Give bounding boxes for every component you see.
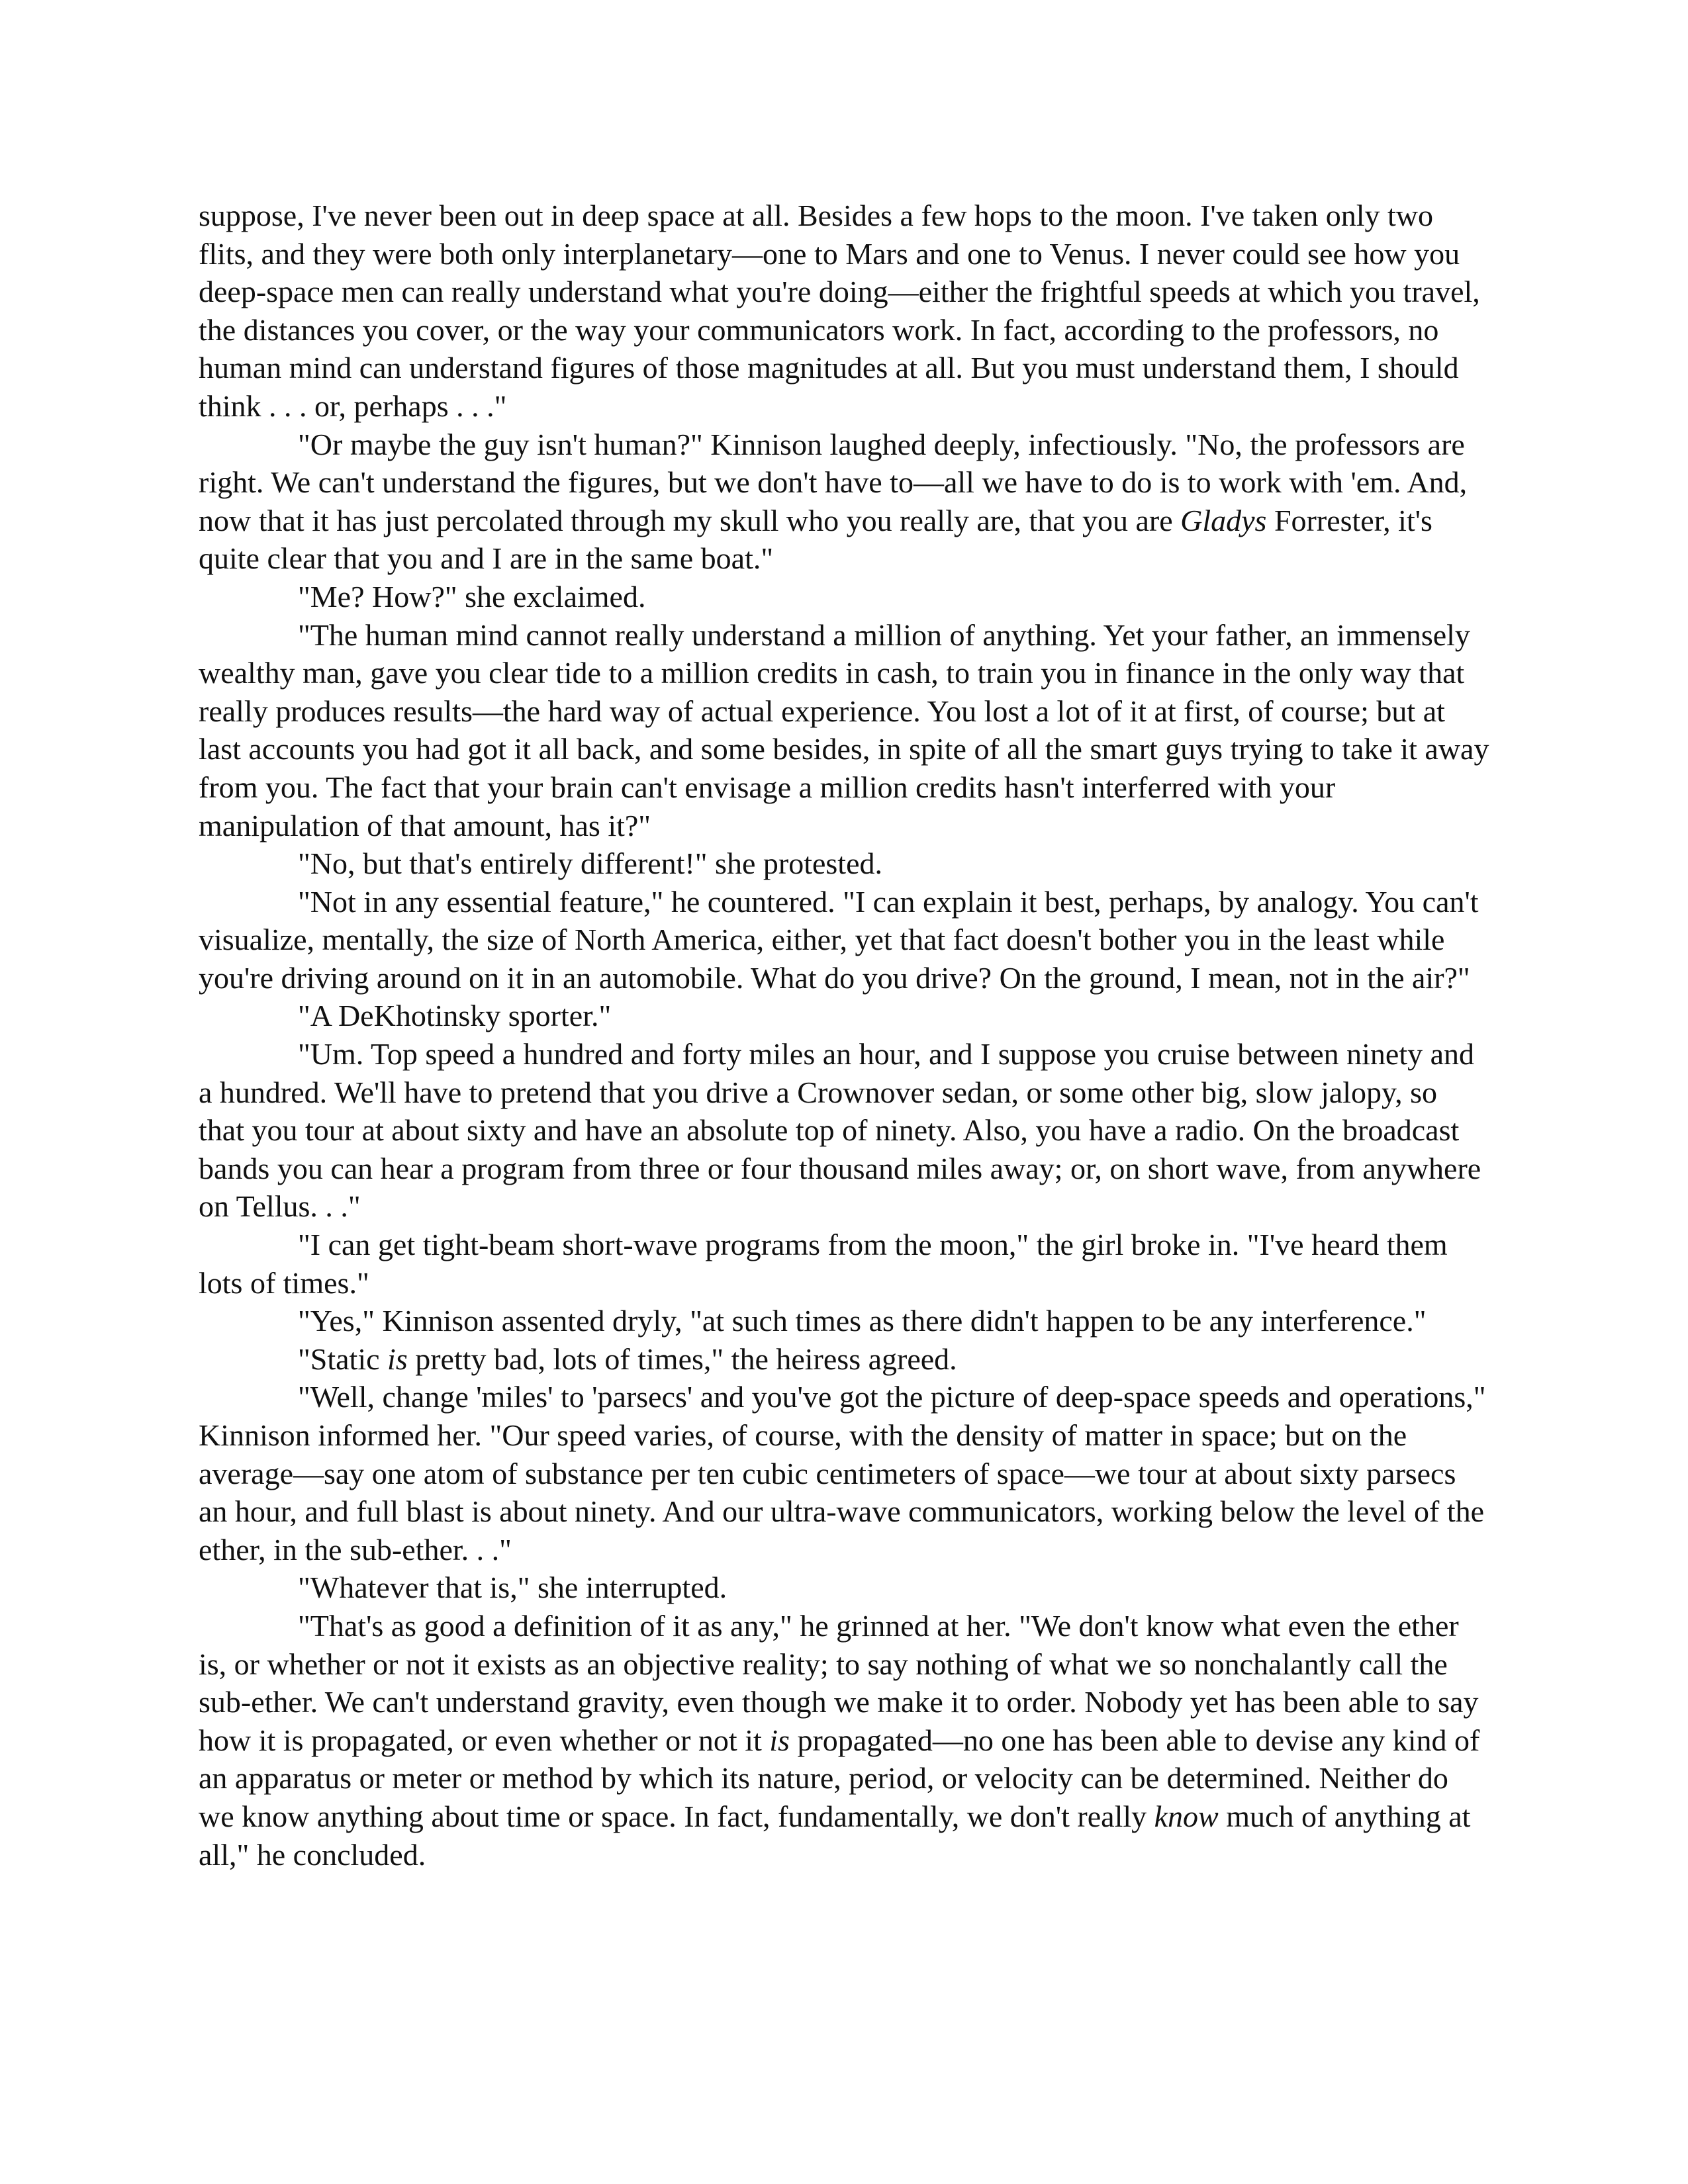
- paragraph-text: "Whatever that is," she interrupted.: [298, 1570, 727, 1605]
- italic-text: is: [769, 1723, 790, 1757]
- paragraph: [199, 426, 1489, 578]
- paragraph: [199, 1607, 1489, 1874]
- paragraph-text: "Static: [298, 1342, 388, 1376]
- paragraph: [199, 616, 1497, 845]
- paragraph: [199, 1378, 1494, 1569]
- paragraph-text: "No, but that's entirely different!" she protested.: [298, 846, 882, 881]
- italic-text: is: [387, 1342, 408, 1376]
- paragraph: [199, 844, 1489, 883]
- body-text: [199, 197, 1497, 1874]
- paragraph-text: suppose, I've never been out in deep space at all. Besides a few hops to the moon. I've taken only two flits, and they were both only interplanetary—one to Mars and one to Venus. I never could see how you deep-space men can really understand what you're doing—either the frightful speeds at which you travel, the distances you cover, or the way your communicators work. In fact, according to the professors, no human mind can understand figures of those magnitudes at all. But you must understand them, I should think . . . or, perhaps . . .": [199, 199, 1488, 423]
- paragraph: [199, 883, 1489, 997]
- paragraph-text: "That's as good a definition of it as any," he grinned at her. "We don't know what even the ether is, or whether or not it exists as an objective reality; to say nothing of what we so nonchalantly call the sub-ether. We can't understand gravity, even though we make it to order. Nobody yet has been able to say how it is propagated, or even whether or not it: [199, 1608, 1486, 1757]
- italic-text: Gladys: [1180, 503, 1267, 537]
- paragraph-text: Forrester, it's quite clear that you and I are in the same boat.": [199, 503, 1440, 576]
- paragraph: [199, 1340, 1489, 1379]
- paragraph-text: "Yes," Kinnison assented dryly, "at such times as there didn't happen to be any interference.": [298, 1304, 1427, 1338]
- paragraph-text: "Well, change 'miles' to 'parsecs' and you've got the picture of deep-space speeds and operations," Kinnison informed her. "Our speed varies, of course, with the density of matter in space; but on the average—say one atom of substance per ten cubic centimeters of space—we tour at about sixty parsecs an hour, and full blast is about ninety. And our ultra-wave communicators, working below the level of the ether, in the sub-ether. . .": [199, 1380, 1494, 1567]
- paragraph-text: "Or maybe the guy isn't human?" Kinnison laughed deeply, infectiously. "No, the professors are right. We can't understand the figures, but we don't have to—all we have to do is to work with 'em. And, now that it has just percolated through my skull who you really are, that you are: [199, 427, 1475, 537]
- paragraph-text: pretty bad, lots of times," the heiress agreed.: [407, 1342, 957, 1376]
- paragraph: [199, 1035, 1489, 1226]
- paragraph: [199, 578, 1489, 616]
- italic-text: know: [1154, 1799, 1219, 1833]
- paragraph: [199, 1302, 1489, 1340]
- paragraph-text: "I can get tight-beam short-wave programs from the moon," the girl broke in. "I've heard them lots of times.": [199, 1228, 1456, 1300]
- paragraph: [199, 1226, 1489, 1302]
- paragraph-text: "Me? How?" she exclaimed.: [298, 579, 646, 614]
- paragraph-text: propagated—no one has been able to devise any kind of an apparatus or meter or method by which its nature, period, or velocity can be determined. Neither do we know anything about time or space. In fact, fundamentally, we don't really: [199, 1723, 1487, 1833]
- paragraph: [199, 197, 1489, 426]
- paragraph-text: "A DeKhotinsky sporter.": [298, 999, 612, 1033]
- paragraph-text: "Um. Top speed a hundred and forty miles an hour, and I suppose you cruise between ninety and a hundred. We'll have to pretend that you drive a Crownover sedan, or some other big, slow jalopy, so that you tour at about sixty and have an absolute top of ninety. Also, you have a radio. On the broadcast bands you can hear a program from three or four thousand miles away; or, on short wave, from anywhere on Tellus. . .": [199, 1037, 1489, 1224]
- paragraph-text: "Not in any essential feature," he countered. "I can explain it best, perhaps, by analogy. You can't visualize, mentally, the size of North America, either, yet that fact doesn't bother you in the least while you're driving around on it in an automobile. What do you drive? On the ground, I mean, not in the air?": [199, 884, 1487, 995]
- paragraph-text: much of anything at all," he concluded.: [199, 1799, 1478, 1872]
- paragraph: [199, 997, 1489, 1035]
- paragraph-text: "The human mind cannot really understand a million of anything. Yet your father, an immensely wealthy man, gave you clear tide to a million credits in cash, to train you in finance in the only way that really produces results—the hard way of actual experience. You lost a lot of it at first, of course; but at last accounts you had got it all back, and some besides, in spite of all the smart guys trying to take it away from you. The fact that your brain can't envisage a million credits hasn't interferred with your manipulation of that amount, has it?": [199, 617, 1497, 842]
- paragraph: [199, 1569, 1489, 1607]
